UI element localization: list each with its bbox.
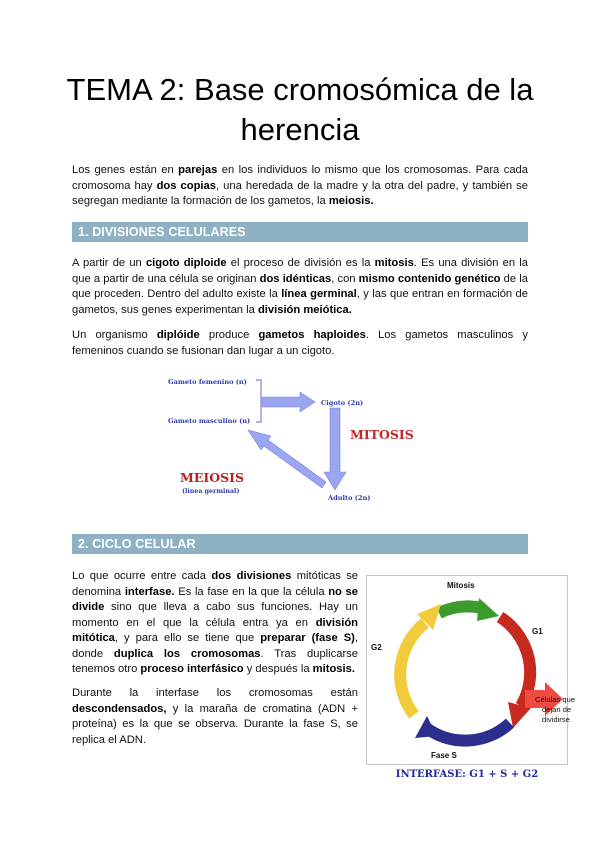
text-run: , donde <box>72 632 359 660</box>
gametes-bracket <box>256 380 261 422</box>
text-run: , y las que entran en formación de gametos, sus genes experimentan la <box>72 288 528 316</box>
bold-text-run: diplóide <box>156 329 200 341</box>
text-run: A partir de un <box>72 257 146 269</box>
adulto-label: Adulto (2n) <box>328 494 371 502</box>
text-run: . Los gametos masculinos y femeninos cuando se fusionan dan lugar a un cigoto. <box>72 329 528 357</box>
text-run: . Es una división en la que a partir de una célula se originan <box>72 257 528 285</box>
bold-text-run: interfase. <box>124 585 175 598</box>
text-run: , y para ello se tiene que <box>114 632 261 644</box>
bold-text-run: cigoto diploide <box>145 257 227 269</box>
bold-text-run: división mitótica <box>72 616 358 644</box>
text-run: Un organismo <box>72 329 157 341</box>
mitosis-arrow <box>324 408 346 490</box>
text-run: Es la fase en la que la célula <box>174 585 329 598</box>
bold-text-run: dos copias <box>156 179 216 192</box>
bold-text-run: mismo contenido genético <box>358 272 501 285</box>
divisiones-paragraph-2 <box>72 328 528 359</box>
text-run: , con <box>331 272 359 285</box>
cycle-label-mitosis: Mitosis <box>447 581 475 590</box>
bold-text-run: descondensados, <box>72 702 167 715</box>
bold-text-run: proceso interfásico <box>140 663 244 675</box>
cycle-arc-s <box>425 723 510 741</box>
text-run: en los individuos lo mismo que los cromosomas. Para cada cromosoma hay <box>72 164 528 192</box>
text-run: , una heredada de la madre y la otra del padre, y también se segregan mediante la formación de los gametos, la <box>72 179 528 207</box>
cycle-arrowhead-green <box>477 598 499 621</box>
section-heading-divisiones: 1. DIVISIONES CELULARES <box>72 222 528 242</box>
ciclo-paragraph-1 <box>72 569 358 678</box>
meiosis-arrow <box>248 430 326 488</box>
text-run: el proceso de división es la <box>226 257 375 269</box>
bold-text-run: duplica los cromosomas <box>113 647 261 660</box>
ciclo-paragraph-2 <box>72 686 358 748</box>
exit-label-line-1: Células que <box>535 695 576 704</box>
life-cycle-diagram <box>160 372 440 512</box>
bold-text-run: meiosis. <box>328 195 374 207</box>
bold-text-run: preparar (fase S) <box>260 632 355 644</box>
bold-text-run: división meiótica. <box>257 303 352 316</box>
bold-text-run: mitosis. <box>312 663 355 675</box>
text-run: y la maraña de cromatina (ADN + proteína) es la que se observa. Durante la fase S, se replica el ADN. <box>72 702 358 746</box>
divisiones-paragraph-1 <box>72 256 528 318</box>
mitosis-label: MITOSIS <box>350 427 414 442</box>
fusion-arrow <box>262 392 315 412</box>
exit-label-line-2: dejan de <box>542 705 572 714</box>
text-run: y después la <box>243 663 313 675</box>
cycle-label-g1: G1 <box>532 627 543 636</box>
cell-cycle-diagram <box>367 576 576 764</box>
cycle-caption: INTERFASE: G1 + S + G2 <box>395 769 539 780</box>
bold-text-run: gametos haploides <box>258 329 366 341</box>
cigoto-label: Cigoto (2n) <box>321 399 364 407</box>
page-title: TEMA 2: Base cromosómica de la herencia <box>66 72 534 147</box>
cycle-label-g2: G2 <box>371 643 382 652</box>
section-heading-ciclo: 2. CICLO CELULAR <box>72 534 528 554</box>
text-run: sino que lleva a cabo sus funciones. Hay un momento en el que la célula entra ya en <box>72 601 358 629</box>
bold-text-run: dos idénticas <box>259 272 332 285</box>
text-run: de la que proceden. Dentro del adulto existe la <box>72 272 528 300</box>
cycle-arc-mitosis <box>439 606 482 613</box>
linea-germinal-label: (línea germinal) <box>182 488 240 495</box>
bold-text-run: línea germinal <box>281 288 357 300</box>
text-run: produce <box>199 329 259 341</box>
meiosis-label: MEIOSIS <box>180 470 245 485</box>
text-run: Los genes están en <box>72 164 179 176</box>
text-run: Lo que ocurre entre cada <box>72 570 212 582</box>
bold-text-run: mitosis <box>374 257 414 269</box>
cycle-arc-g2 <box>400 623 425 715</box>
cell-cycle-figure <box>366 575 576 765</box>
bold-text-run: parejas <box>178 164 218 176</box>
text-run: . Tras duplicarse tenemos otro <box>72 647 358 675</box>
exit-label-line-3: dividirse <box>542 715 570 724</box>
bold-text-run: no se divide <box>72 585 358 613</box>
intro-paragraph <box>72 163 528 210</box>
gameto-masculino-label: Gameto masculino (n) <box>168 417 251 425</box>
bold-text-run: dos divisiones <box>211 570 292 582</box>
text-run: mitóticas se denomina <box>72 570 359 598</box>
gameto-femenino-label: Gameto femenino (n) <box>168 378 247 386</box>
cycle-label-fase-s: Fase S <box>431 751 457 760</box>
text-run: Durante la interfase los cromosomas están <box>72 687 358 699</box>
